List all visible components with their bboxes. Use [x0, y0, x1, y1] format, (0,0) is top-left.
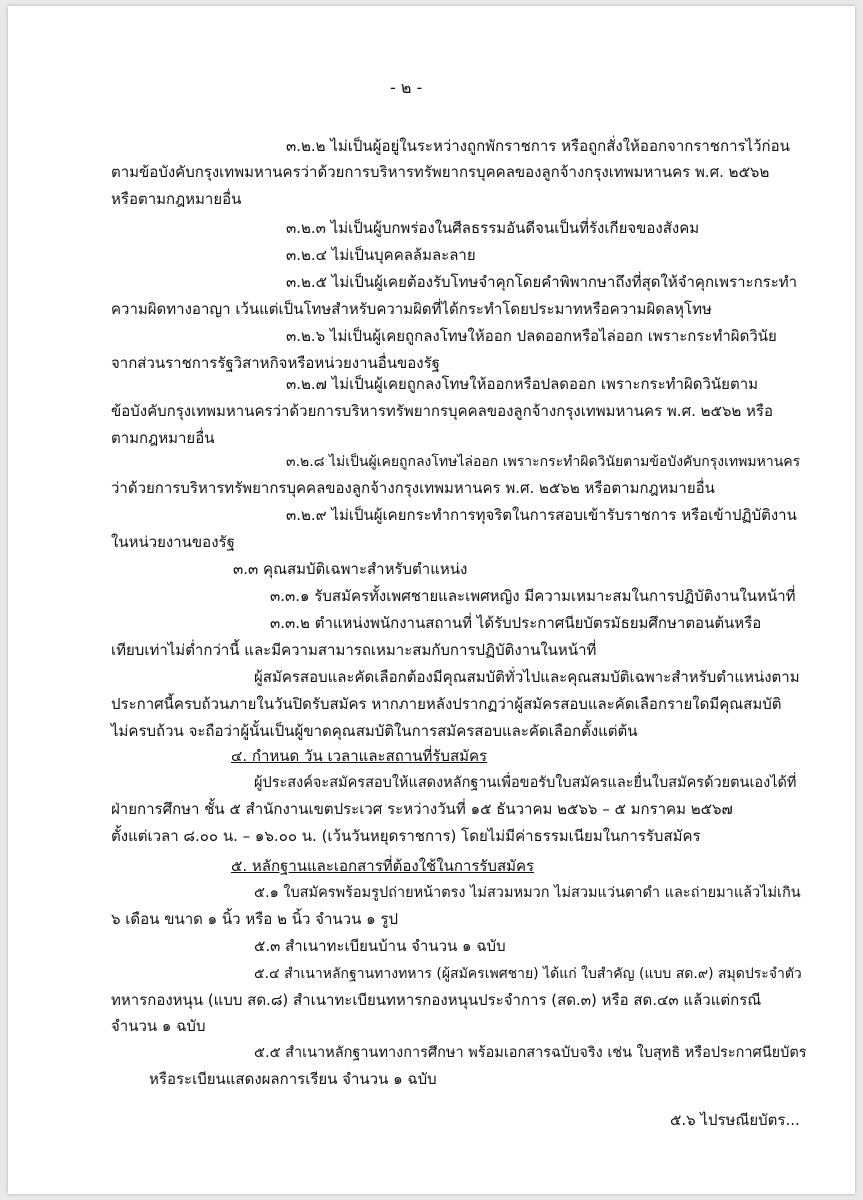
text-line: ข้อบังคับกรุงเทพมหานครว่าด้วยการบริหารทรัพยากรบุคคลของลูกจ้างกรุงเทพมหานคร พ.ศ. ๒๕๖๒ หรือ [111, 402, 773, 420]
text-line: ๓.๒.๓ ไม่เป็นผู้บกพร่องในศีลธรรมอันดีจนเป็นที่รังเกียจของสังคม [286, 219, 700, 237]
section-heading: ๕. หลักฐานและเอกสารที่ต้องใช้ในการรับสมัคร [231, 857, 535, 875]
text-line: ๓.๒.๘ ไม่เป็นผู้เคยถูกลงโทษไล่ออก เพราะกระทำผิดวินัยตามข้อบังคับกรุงเทพมหานคร [286, 454, 801, 470]
continuation-note: ๕.๖ ไปรษณียบัตร... [670, 1111, 800, 1129]
text-line: ว่าด้วยการบริหารทรัพยากรบุคคลของลูกจ้างกรุงเทพมหานคร พ.ศ. ๒๕๖๒ หรือตามกฎหมายอื่น [111, 479, 715, 497]
text-line: จำนวน ๑ ฉบับ [111, 1017, 206, 1035]
text-line: ประกาศนี้ครบถ้วนภายในวันปิดรับสมัคร หากภายหลังปรากฏว่าผู้สมัครสอบและคัดเลือกรายใดมีคุณสมบัติ [111, 695, 782, 713]
text-line: ผู้ประสงค์จะสมัครสอบให้แสดงหลักฐานเพื่อขอรับใบสมัครและยื่นใบสมัครด้วยตนเองได้ที่ [254, 775, 797, 791]
section-heading: ๓.๓ คุณสมบัติเฉพาะสำหรับตำแหน่ง [233, 560, 468, 578]
text-line: ตั้งแต่เวลา ๘.๐๐ น. – ๑๖.๐๐ น. (เว้นวันหยุดราชการ) โดยไม่มีค่าธรรมเนียมในการรับสมัคร [111, 827, 701, 845]
text-line: หรือระเบียนแสดงผลการเรียน จำนวน ๑ ฉบับ [149, 1070, 437, 1088]
text-line: ๓.๓.๒ ตำแหน่งพนักงานสถานที่ ได้รับประกาศนียบัตรมัธยมศึกษาตอนต้นหรือ [270, 614, 762, 632]
text-line: ๕.๑ ใบสมัครพร้อมรูปถ่ายหน้าตรง ไม่สวมหมวก ไม่สวมแว่นตาดำ และถ่ายมาแล้วไม่เกิน [254, 885, 801, 901]
text-line: จากส่วนราชการรัฐวิสาหกิจหรือหน่วยงานอื่นของรัฐ [111, 354, 440, 372]
text-line: ๓.๒.๕ ไม่เป็นผู้เคยต้องรับโทษจำคุกโดยคำพิพากษาถึงที่สุดให้จำคุกเพราะกระทำ [286, 273, 798, 291]
text-line: ในหน่วยงานของรัฐ [111, 533, 235, 551]
text-line: ผู้สมัครสอบและคัดเลือกต้องมีคุณสมบัติทั่วไปและคุณสมบัติเฉพาะสำหรับตำแหน่งตาม [254, 668, 800, 686]
text-line: ๓.๒.๒ ไม่เป็นผู้อยู่ในระหว่างถูกพักราชการ หรือถูกสั่งให้ออกจากราชการไว้ก่อน [286, 137, 790, 155]
text-line: ตามข้อบังคับกรุงเทพมหานครว่าด้วยการบริหารทรัพยากรบุคคลของลูกจ้างกรุงเทพมหานคร พ.ศ. ๒๕๖๒ [111, 163, 770, 181]
text-line: ๕.๓ สำเนาทะเบียนบ้าน จำนวน ๑ ฉบับ [254, 937, 506, 955]
text-line: ๓.๒.๖ ไม่เป็นผู้เคยถูกลงโทษให้ออก ปลดออกหรือไล่ออก เพราะกระทำผิดวินัย [286, 327, 777, 345]
page-number: - ๒ - [390, 78, 423, 97]
text-line: ไม่ครบถ้วน จะถือว่าผู้นั้นเป็นผู้ขาดคุณสมบัติในการสมัครสอบและคัดเลือกตั้งแต่ต้น [111, 722, 638, 740]
text-line: เทียบเท่าไม่ต่ำกว่านี้ และมีความสามารถเหมาะสมกับการปฏิบัติงานในหน้าที่ [111, 641, 597, 659]
text-line: ๕.๔ สำเนาหลักฐานทางทหาร (ผู้สมัครเพศชาย) ได้แก่ ใบสำคัญ (แบบ สด.๙) สมุดประจำตัว [254, 966, 802, 982]
text-line: ตามกฎหมายอื่น [111, 429, 215, 447]
text-line: ๖ เดือน ขนาด ๑ นิ้ว หรือ ๒ นิ้ว จำนวน ๑ รูป [111, 910, 398, 928]
text-line: ๓.๓.๑ รับสมัครทั้งเพศชายและเพศหญิง มีความเหมาะสมในการปฏิบัติงานในหน้าที่ [270, 587, 796, 605]
text-line: ๓.๒.๔ ไม่เป็นบุคคลล้มละลาย [286, 246, 476, 264]
text-line: ฝ่ายการศึกษา ชั้น ๕ สำนักงานเขตประเวศ ระหว่างวันที่ ๑๕ ธันวาคม ๒๕๖๖ – ๕ มกราคม ๒๕๖๗ [111, 800, 733, 818]
section-heading: ๔. กำหนด วัน เวลาและสถานที่รับสมัคร [231, 747, 488, 765]
text-line: ทหารกองหนุน (แบบ สด.๘) สำเนาทะเบียนทหารกองหนุนประจำการ (สด.๓) หรือ สด.๔๓ แล้วแต่กรณี [111, 991, 762, 1009]
text-line: ความผิดทางอาญา เว้นแต่เป็นโทษสำหรับความผิดที่ได้กระทำโดยประมาทหรือความผิดลหุโทษ [111, 300, 712, 318]
document-page [8, 6, 855, 1194]
text-line: หรือตามกฎหมายอื่น [111, 190, 242, 208]
text-line: ๓.๒.๙ ไม่เป็นผู้เคยกระทำการทุจริตในการสอบเข้ารับราชการ หรือเข้าปฏิบัติงาน [286, 506, 797, 524]
text-line: ๕.๕ สำเนาหลักฐานทางการศึกษา พร้อมเอกสารฉบับจริง เช่น ใบสุทธิ หรือประกาศนียบัตร [254, 1045, 807, 1061]
text-line: ๓.๒.๗ ไม่เป็นผู้เคยถูกลงโทษให้ออกหรือปลดออก เพราะกระทำผิดวินัยตาม [286, 375, 759, 393]
